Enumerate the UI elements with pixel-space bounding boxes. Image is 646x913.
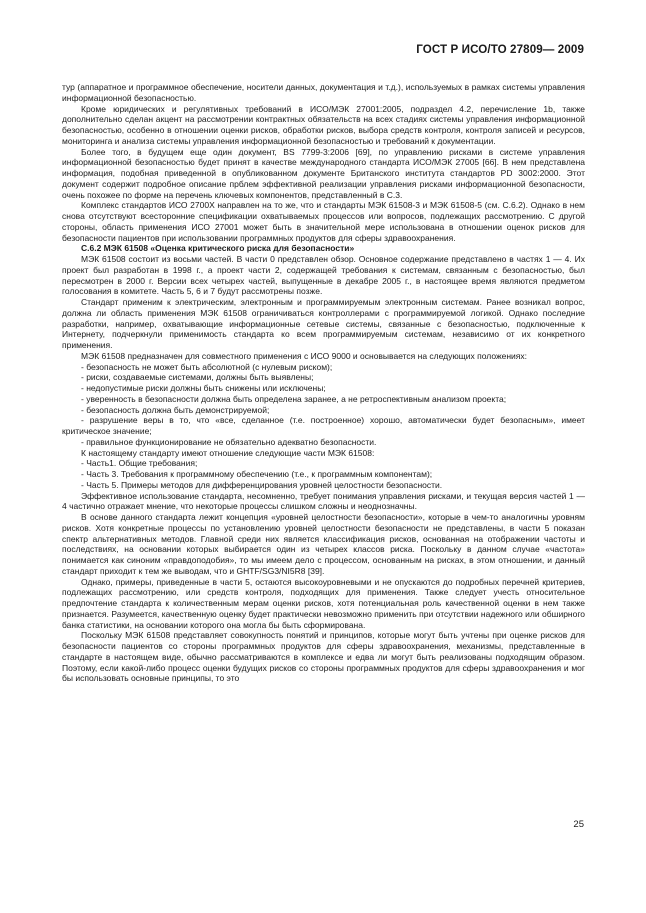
list-item: - Часть 5. Примеры методов для дифференцирования уровней целостности безопасности. [81,479,443,490]
paragraph: Однако, примеры, приведенные в части 5, остаются высокоуровневыми и не опускаются до подробных перечней критериев, подлежащих рассмотрению, или средств контроля, подходящих для применения. Также следует учесть относительное предпочтение стандарта к количественным мерам оценки рисков, хотя потенциальная роль качественной оценки в нем также признается. Разумеется, качественную оценку будет практически невозможно применить при отсутствии надежного или обширного банка статистики, на основании которого она могла бы быть сформирована. [62,576,585,630]
paragraph: В основе данного стандарта лежит концепция «уровней целостности безопасности», которые в чем-то аналогичны уровням рисков. Хотя конкретные процессы по установлению уровней целостности безопасности не представлены, в части 5 показан спектр альтернативных методов. Главной среди них является классификация рисков, основанная на отображении частоты и последствиях, на основании которых выбирается один из четырех классов риска. Поскольку в данном случае «частота» понимается как синоним «правдоподобия», то мы имеем дело с процессом, основанным на рисках, в этом отношении, и данный стандарт приходит к тем же выводам, что и GHTF/SG3/NI5R8 [39]. [62,512,585,576]
list-item: - безопасность должна быть демонстрируемой; [81,404,270,415]
list-item: - уверенность в безопасности должна быть определена заранее, а не ретроспективным анализом проекта; [81,393,507,404]
paragraph: Эффективное использование стандарта, несомненно, требует понимания управления рисками, и текущая версия частей 1 — 4 частично отражает мнение, что некоторые процессы слишком сложны и неоднозначны. [62,490,585,512]
list-item: - безопасность не может быть абсолютной (с нулевым риском); [81,361,333,372]
list-item: - риски, создаваемые системами, должны быть выявлены; [81,372,314,383]
document-header: ГОСТ Р ИСО/ТО 27809— 2009 [416,43,584,56]
paragraph: МЭК 61508 предназначен для совместного применения с ИСО 9000 и основывается на следующих положениях: [81,350,528,361]
paragraph: Более того, в будущем еще один документ, BS 7799-3:2006 [69], по управлению рисками в системе управления информационной безопасностью будет принят в качестве международного стандарта ИСО/МЭК 27005 [66]. В нем представлена информация, подобная приведенной в опубликованном документе Британского института стандартов PD 3002:2000. Этот документ содержит подробное описание прблем эффективной реализации управления рисками информационной безопасности, очень похожее по форме на перечень ключевых компонентов, представленный в С.3. [62,146,585,200]
paragraph: тур (аппаратное и программное обеспечение, носители данных, документация и т.д.), используемых в рамках системы управления информационной безопасностью. [62,82,585,103]
list-item: - правильное функционирование не обязательно адекватно безопасности. [81,436,377,447]
page-number: 25 [573,819,584,830]
section-heading: С.6.2 МЭК 61508 «Оценка критического риска для безопасности» [81,243,355,254]
document-body [62,82,585,684]
paragraph: Комплекс стандартов ИСО 2700Х направлен на то же, что и стандарты МЭК 61508-3 и МЭК 61508-5 (см. С.6.2). Однако в нем снова отсутствуют всесторонние спецификации охватываемых процессов или вопросов, подлежащих рассмотрению. С другой стороны, область применения ИСО 27001 может быть в значительной мере использована в отношении оценок рисков для безопасности пациентов при использовании программных продуктов для сферы здравоохранения. [62,200,585,243]
paragraph: Кроме юридических и регулятивных требований в ИСО/МЭК 27001:2005, подраздел 4.2, перечисление 1b, также дополнительно сделан акцент на рассмотрении контрактных обязательств на всех стадиях системы управления информационной безопасностью, особенно в отношении оценки рисков, обработки рисков, выбора средств контроля, контроля записей и ресурсов, мониторинга и анализа системы управления информационной безопасностью и требований к документации. [62,103,585,146]
list-item: - недопустимые риски должны быть снижены или исключены; [81,383,326,393]
list-item: - разрушение веры в то, что «все, сделанное (т.е. построенное) хорошо, автоматически будет безопасным», имеет критическое значение; [62,415,585,436]
paragraph: Стандарт применим к электрическим, электронным и программируемым электронным системам. Ранее возникал вопрос, должна ли область применения МЭК 61508 ограничиваться контроллерами с программируемой логикой. Однако последние разработки, например, охватывающие информационные сетевые системы, связанные с безопасностью, подключенные к Интернету, подчеркнули применимость стандарта ко всем программируемым системам, независимо от их конкретного применения. [62,297,585,350]
paragraph: Поскольку МЭК 61508 представляет совокупность понятий и принципов, которые могут быть учтены при оценке рисков для безопасности пациентов со стороны программных продуктов для сферы здравоохранения, механизмы, представленные в стандарте в настоящем виде, обычно рассматриваются в комплексе и едва ли могут быть реализованы подходящим образом. Поэтому, если какой-либо процесс оценки будущих рисков со стороны программных продуктов для сферы здравоохранения и мог бы использовать основные принципы, то это [62,630,585,684]
list-item: - Часть 3. Требования к программному обеспечению (т.е., к программным компонентам); [81,469,433,479]
list-item: - Часть1. Общие требования; [81,458,198,469]
paragraph: МЭК 61508 состоит из восьми частей. В части 0 представлен обзор. Основное содержание представлено в частях 1 — 4. Их проект был разработан в 1998 г., а проект части 2, содержащей требования к системам, связанным с безопасностью, был пересмотрен в 2000 г. Версии всех четырех частей, выпущенные в декабре 2005 г., в настоящее время являются предметом голосования в комитете. Часть 5, 6 и 7 будут рассмотрены позже. [62,254,585,297]
paragraph: К настоящему стандарту имеют отношение следующие части МЭК 61508: [81,447,375,458]
